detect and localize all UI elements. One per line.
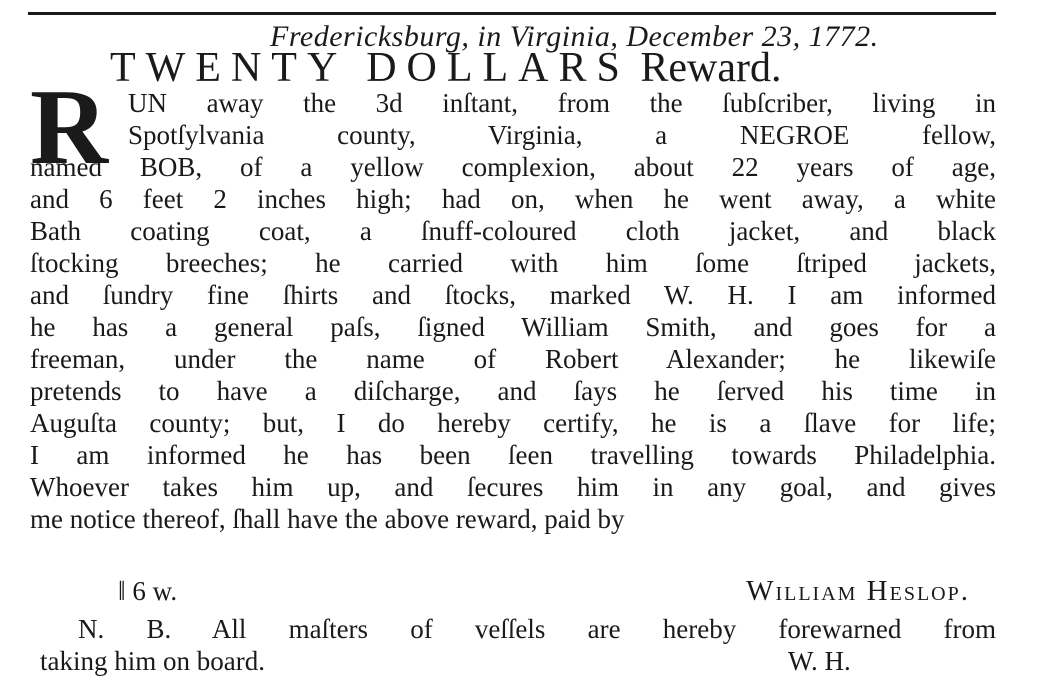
dateline: Fredericksburg, in Virginia, December 23, 1772.	[270, 20, 879, 53]
body-line: named BOB, of a yellow complexion, about 22 years of age,	[30, 152, 996, 182]
advertisement-body	[30, 87, 996, 535]
nota-bene	[40, 613, 996, 677]
body-line: he has a general paſs, ſigned William Smith, and goes for a	[30, 312, 996, 342]
drop-cap: R	[30, 68, 108, 187]
top-rule	[28, 12, 996, 15]
body-line: and 6 feet 2 inches high; had on, when he went away, a white	[30, 184, 996, 214]
nota-bene-initials: W. H.	[788, 646, 851, 676]
signature: William Heslop.	[746, 575, 970, 607]
headline	[110, 45, 930, 91]
insertion-mark: ‖ 6 w.	[118, 576, 178, 606]
body-line: ſtocking breeches; he carried with him ſome ſtriped jackets,	[30, 248, 996, 278]
nota-bene-line: N. B. All maſters of veſſels are hereby forewarned from	[78, 614, 996, 644]
body-line: Auguſta county; but, I do hereby certify, he is a ſlave for life;	[30, 408, 996, 438]
body-line: UN away the 3d inſtant, from the ſubſcriber, living in	[128, 88, 996, 118]
body-line: Spotſylvania county, Virginia, a NEGROE fellow,	[128, 120, 996, 150]
signature-row	[100, 573, 970, 609]
headline-reward: Reward.	[640, 45, 782, 91]
body-line: Whoever takes him up, and ſecures him in any goal, and gives	[30, 472, 996, 502]
headline-caps: TWENTY DOLLARS	[110, 45, 630, 91]
body-line: Bath coating coat, a ſnuff-coloured cloth jacket, and black	[30, 216, 996, 246]
body-line: and ſundry fine ſhirts and ſtocks, marked W. H. I am informed	[30, 280, 996, 310]
body-line: freeman, under the name of Robert Alexander; he likewiſe	[30, 344, 996, 374]
body-line: I am informed he has been ſeen travelling towards Philadelphia.	[30, 440, 996, 470]
nota-bene-text: taking him on board.	[40, 646, 265, 676]
body-line: me notice thereof, ſhall have the above reward, paid by	[30, 504, 625, 534]
nota-bene-line	[40, 645, 996, 677]
body-line: pretends to have a diſcharge, and ſays he ſerved his time in	[30, 376, 996, 406]
